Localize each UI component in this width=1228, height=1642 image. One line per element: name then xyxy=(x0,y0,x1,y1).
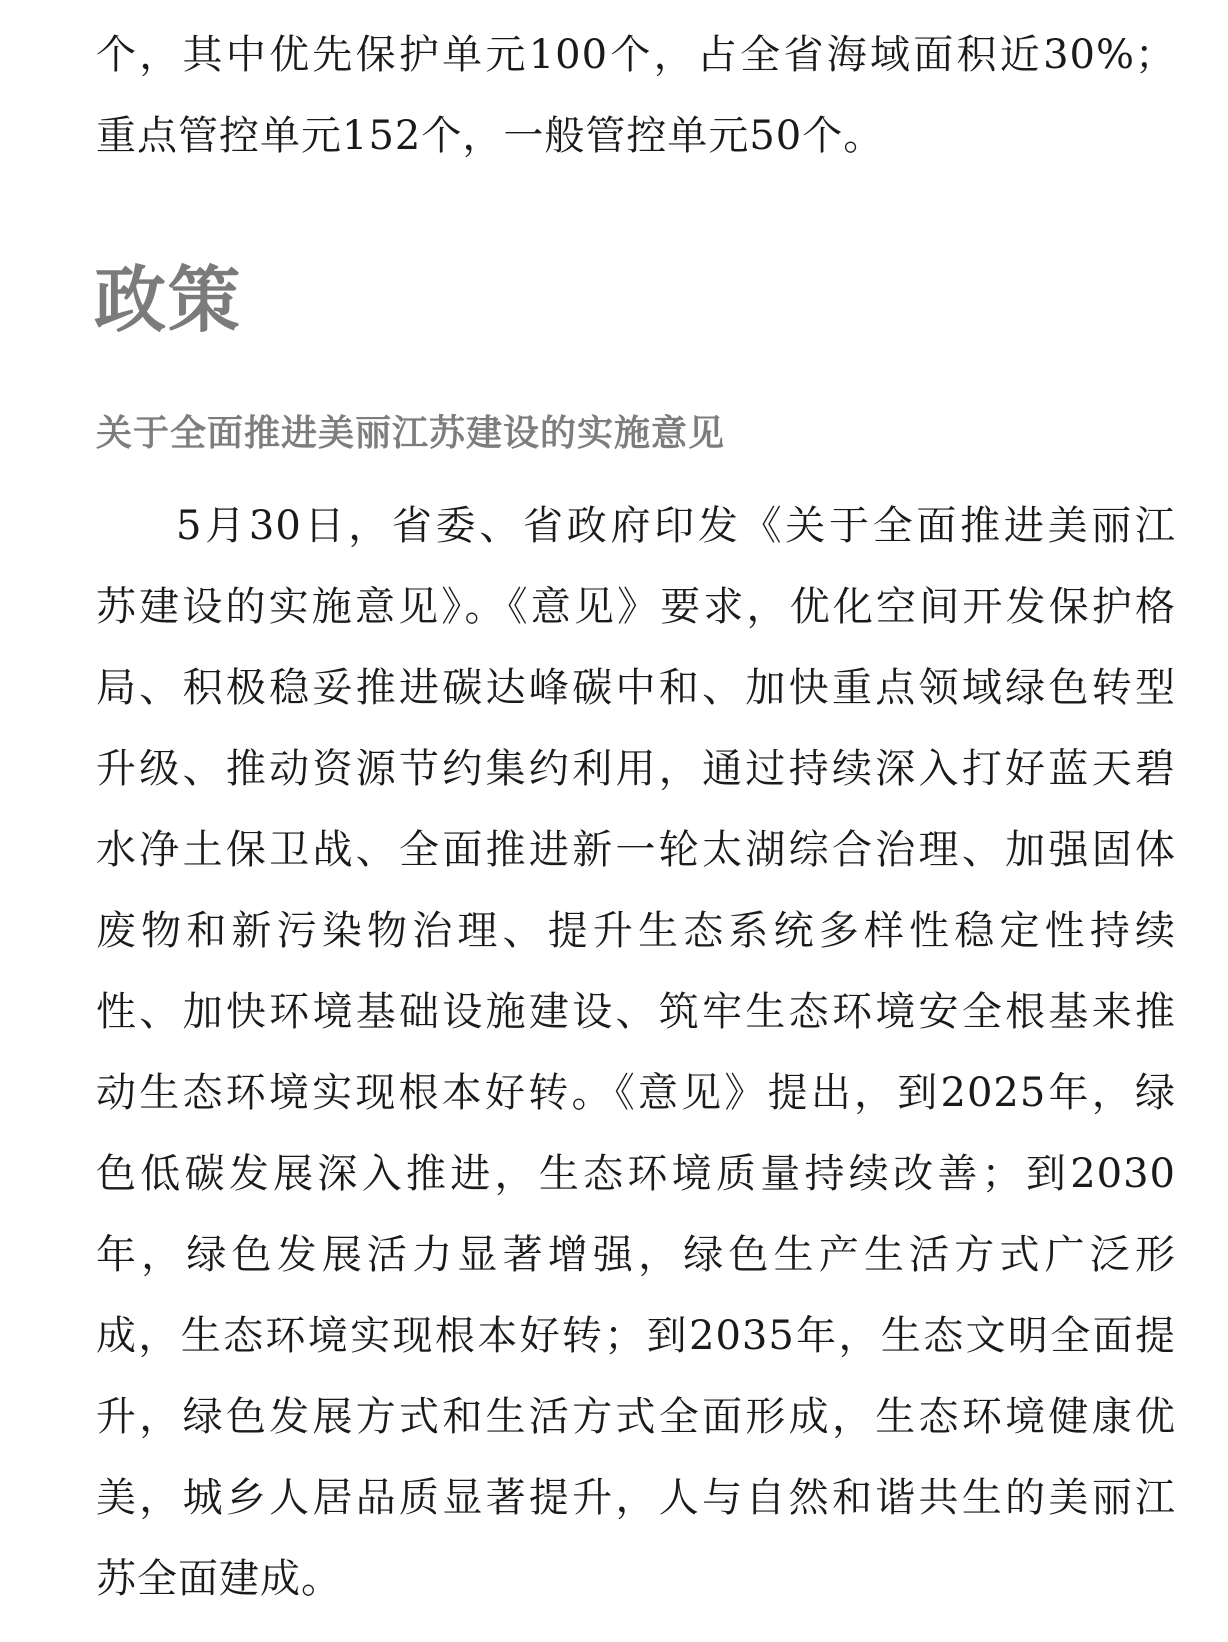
article-line: 废物和新污染物治理、提升生态系统多样性稳定性持续 xyxy=(96,908,1176,954)
article-line: 色低碳发展深入推进，生态环境质量持续改善；到2030 xyxy=(96,1151,1176,1197)
article-line: 美，城乡人居品质显著提升，人与自然和谐共生的美丽江 xyxy=(96,1475,1176,1521)
article-line: 苏建设的实施意见》。《意见》要求，优化空间开发保护格 xyxy=(96,584,1176,630)
article-line: 动生态环境实现根本好转。《意见》提出，到2025年，绿 xyxy=(96,1070,1176,1116)
article-line: 5月30日，省委、省政府印发《关于全面推进美丽江 xyxy=(176,503,1176,549)
article-body xyxy=(96,486,1176,1620)
article-line: 年，绿色发展活力显著增强，绿色生产生活方式广泛形 xyxy=(96,1232,1176,1278)
article-line: 成，生态环境实现根本好转；到2035年，生态文明全面提 xyxy=(96,1313,1176,1359)
intro-line-2: 重点管控单元152个，一般管控单元50个。 xyxy=(96,113,885,159)
article-line: 局、积极稳妥推进碳达峰碳中和、加快重点领域绿色转型 xyxy=(96,665,1176,711)
article-line: 水净土保卫战、全面推进新一轮太湖综合治理、加强固体 xyxy=(96,827,1176,873)
article-title: 关于全面推进美丽江苏建设的实施意见 xyxy=(96,412,726,454)
article-line: 性、加快环境基础设施建设、筑牢生态环境安全根基来推 xyxy=(96,989,1176,1035)
section-heading: 政策 xyxy=(94,258,243,342)
article-line: 苏全面建成。 xyxy=(96,1556,342,1602)
intro-line-1: 个，其中优先保护单元100个，占全省海域面积近30%； xyxy=(96,32,1176,78)
intro-paragraph xyxy=(96,15,1176,177)
article-line: 升，绿色发展方式和生活方式全面形成，生态环境健康优 xyxy=(96,1394,1176,1440)
article-line: 升级、推动资源节约集约利用，通过持续深入打好蓝天碧 xyxy=(96,746,1176,792)
